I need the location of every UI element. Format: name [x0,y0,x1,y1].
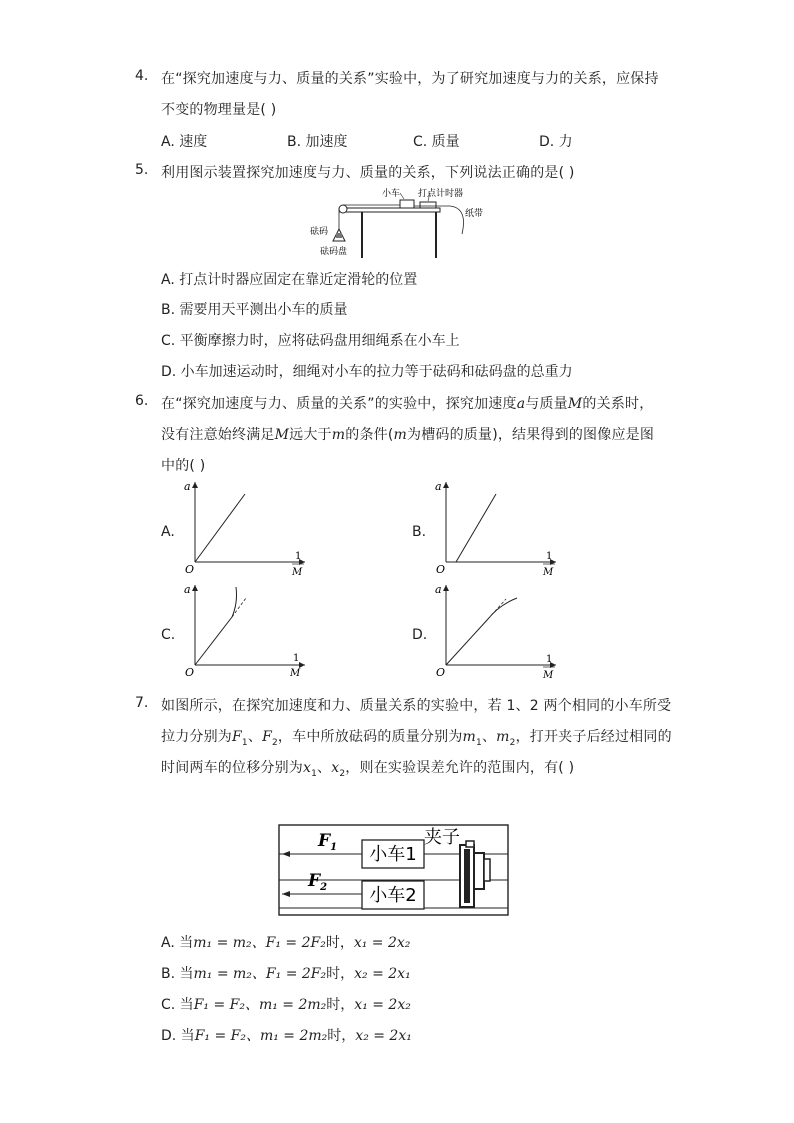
q6d-x-den: M [543,670,554,681]
q5-apparatus-figure [300,184,490,262]
q4-option-b[interactable]: B. 加速度 [287,134,348,150]
q4-text-line1: 在“探究加速度与力、质量的关系”实验中，为了研究加速度与力的关系，应保持 [161,71,659,87]
q6b-x-num: 1 [546,551,553,562]
q6-option-d[interactable]: D. [412,627,428,643]
q7-text-line3: 时间两车的位移分别为$x_1$、$x_2$，则在实验误差允许的范围内，有( ) [161,760,575,779]
q6d-y-label: a [435,583,442,596]
q6-text-line1: 在“探究加速度与力、质量的关系”的实验中，探究加速度a与质量M的关系时， [161,396,654,412]
q6c-x-num: 1 [293,653,300,664]
q7-fig-cart2: 小车2 [369,885,417,906]
q7-fig-clip-label: 夹子 [424,827,460,848]
q6a-x-num: 1 [295,551,302,562]
q5-option-c[interactable]: C. 平衡摩擦力时，应将砝码盘用细绳系在小车上 [161,333,460,349]
q6d-origin: O [436,666,446,679]
q6b-x-den: M [543,567,554,578]
q7-option-d[interactable]: D. 当F₁ = F₂、m₁ = 2m₂时，x₂ = 2x₁ [161,1028,412,1044]
q5-option-a[interactable]: A. 打点计时器应固定在靠近定滑轮的位置 [161,272,418,288]
q6-option-b[interactable]: B. [412,524,427,540]
q7-number: 7. [135,695,149,711]
q7-fig-cart1: 小车1 [369,844,417,865]
q7-option-c[interactable]: C. 当F₁ = F₂、m₁ = 2m₂时，x₁ = 2x₂ [161,997,411,1013]
q5-fig-timer-label: 打点计时器 [418,189,464,199]
q7-text-line2: 拉力分别为$F_1$、$F_2$，车中所放砝码的质量分别为$m_1$、$m_2$，打开夹子后经过相同的 [161,729,672,748]
q6-option-c[interactable]: C. [161,627,176,643]
q5-option-d[interactable]: D. 小车加速运动时，细绳对小车的拉力等于砝码和砝码盘的总重力 [161,364,573,380]
q6b-y-label: a [435,480,442,493]
q5-fig-cart-label: 小车 [382,189,401,199]
q6a-y-label: a [184,480,191,493]
q4-option-c[interactable]: C. 质量 [413,134,460,150]
q6-text-line3: 中的( ) [161,458,206,474]
q4-option-d[interactable]: D. 力 [539,134,573,150]
q5-fig-pan-label: 砝码盘 [320,247,348,257]
q6-option-a[interactable]: A. [161,524,175,540]
q5-fig-weights-label: 砝码 [310,227,329,237]
q7-fig-f2-label: $F_2$ [308,871,328,893]
q7-option-b[interactable]: B. 当m₁ = m₂、F₁ = 2F₂时，x₂ = 2x₁ [161,966,411,982]
q7-carts-figure [278,823,510,918]
q6-graph-c[interactable] [180,583,310,683]
q5-fig-tape-label: 纸带 [465,209,484,219]
q4-option-a[interactable]: A. 速度 [161,134,208,150]
q6-text-line2: 没有注意始终满足M远大于m的条件(m为槽码的质量)，结果得到的图像应是图 [161,427,655,443]
q6-graph-a[interactable] [180,480,310,580]
q5-number: 5. [135,162,149,178]
q7-fig-f1-label: $F_1$ [318,831,338,853]
q6a-x-den: M [292,567,303,578]
q5-option-b[interactable]: B. 需要用天平测出小车的质量 [161,302,348,318]
q4-number: 4. [135,68,149,84]
q6c-y-label: a [184,583,191,596]
q6c-x-den: M [290,668,301,679]
q5-text: 利用图示装置探究加速度与力、质量的关系，下列说法正确的是( ) [161,165,575,181]
q7-text-line1: 如图所示，在探究加速度和力、质量关系的实验中，若 1、2 两个相同的小车所受 [161,698,672,714]
q6-graph-d[interactable] [431,583,561,683]
q6-number: 6. [135,393,149,409]
q6-graph-b[interactable] [431,480,561,580]
q4-text-line2: 不变的物理量是( ) [161,102,277,118]
q6c-origin: O [185,666,195,679]
q7-option-a[interactable]: A. 当m₁ = m₂、F₁ = 2F₂时，x₁ = 2x₂ [161,935,411,951]
q6d-x-num: 1 [546,654,553,665]
q6b-origin: O [436,563,446,576]
q6a-origin: O [185,563,195,576]
